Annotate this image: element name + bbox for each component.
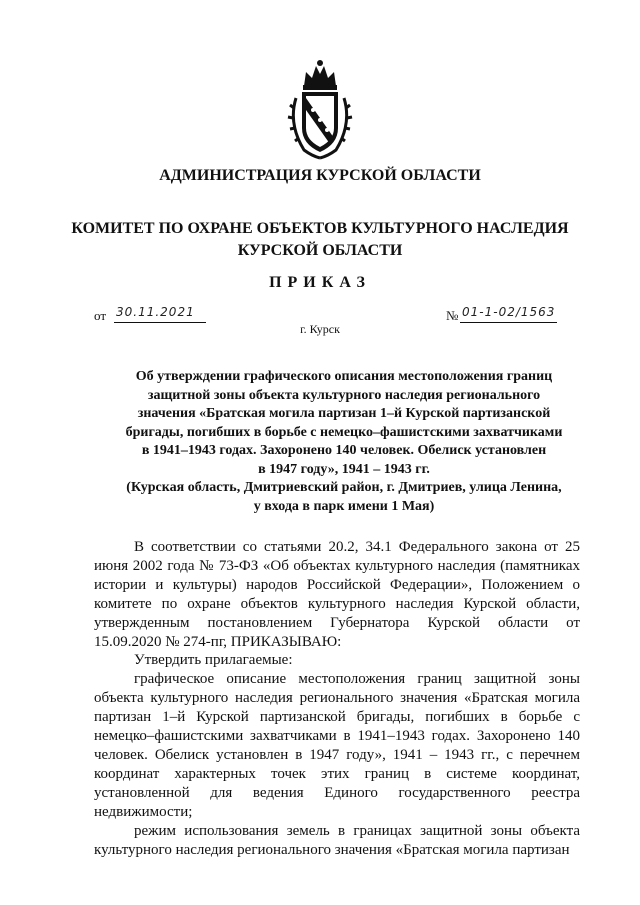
title-line: значения «Братская могила партизан 1–й Курской партизанской (137, 406, 551, 421)
title-line: (Курская область, Дмитриевский район, г. Дмитриев, улица Ленина, (126, 480, 562, 495)
number-label: № (446, 308, 459, 323)
title-line: в 1947 году», 1941 – 1943 гг. (258, 461, 430, 477)
document-type: ПРИКАЗ (269, 274, 371, 291)
body-paragraph: Утвердить прилагаемые: (134, 652, 293, 669)
handwritten-number: 01-1-02/1563 (462, 305, 556, 319)
title-line: защитной зоны объекта культурного наследия регионального (147, 387, 541, 403)
city: г. Курск (300, 322, 340, 336)
document-title (108, 368, 580, 516)
body-paragraph: графическое описание местоположения границ защитной зоны объекта культурного наследия регионального значения «Братская могила партизан 1–й Курской партизанской бригады, погибших в борьбе с немецко–фашистскими захватчиками в 1941–1943 годах. Захоронено 140 человек. Обелиск установлен в 1947 году», 1941 – 1943 гг., с перечнем координат характерных точек этих границ в системе координат, установленной для ведения Единого государственного реестра недвижимости; (94, 671, 580, 820)
title-line: в 1941–1943 годах. Захоронено 140 человек. Обелиск установлен (141, 443, 547, 458)
body-paragraph: В соответствии со статьями 20.2, 34.1 Федерального закона от 25 июня 2002 года № 73-ФЗ «Об объектах культурного наследия (памятниках истории и культуры) народов Российской Федерации», Положением о комитете по охране объектов культурного наследия Курской области, утвержденным постановлением Губернатора Курской области от 15.09.2020 № 274-пг, ПРИКАЗЫВАЮ: (94, 539, 580, 650)
body-paragraph: режим использования земель в границах защитной зоны объекта культурного наследия регионального значения «Братская могила партизан (94, 822, 580, 858)
committee-line-2: КУРСКОЙ ОБЛАСТИ (237, 242, 403, 259)
title-line: у входа в парк имени 1 Мая) (253, 498, 435, 514)
date-label: от (94, 308, 107, 323)
committee-line-1: КОМИТЕТ ПО ОХРАНЕ ОБЪЕКТОВ КУЛЬТУРНОГО НАСЛЕДИЯ (71, 220, 569, 237)
title-line: Об утверждении графического описания местоположения границ (135, 369, 553, 384)
document-body (94, 538, 580, 859)
handwritten-date: 30.11.2021 (116, 305, 195, 319)
title-line: бригады, погибших в борьбе с немецко–фашистскими захватчиками (125, 424, 563, 440)
kursk-coat-of-arms-icon (286, 58, 354, 162)
committee-heading (0, 218, 640, 262)
administration-heading: АДМИНИСТРАЦИЯ КУРСКОЙ ОБЛАСТИ (159, 167, 481, 184)
